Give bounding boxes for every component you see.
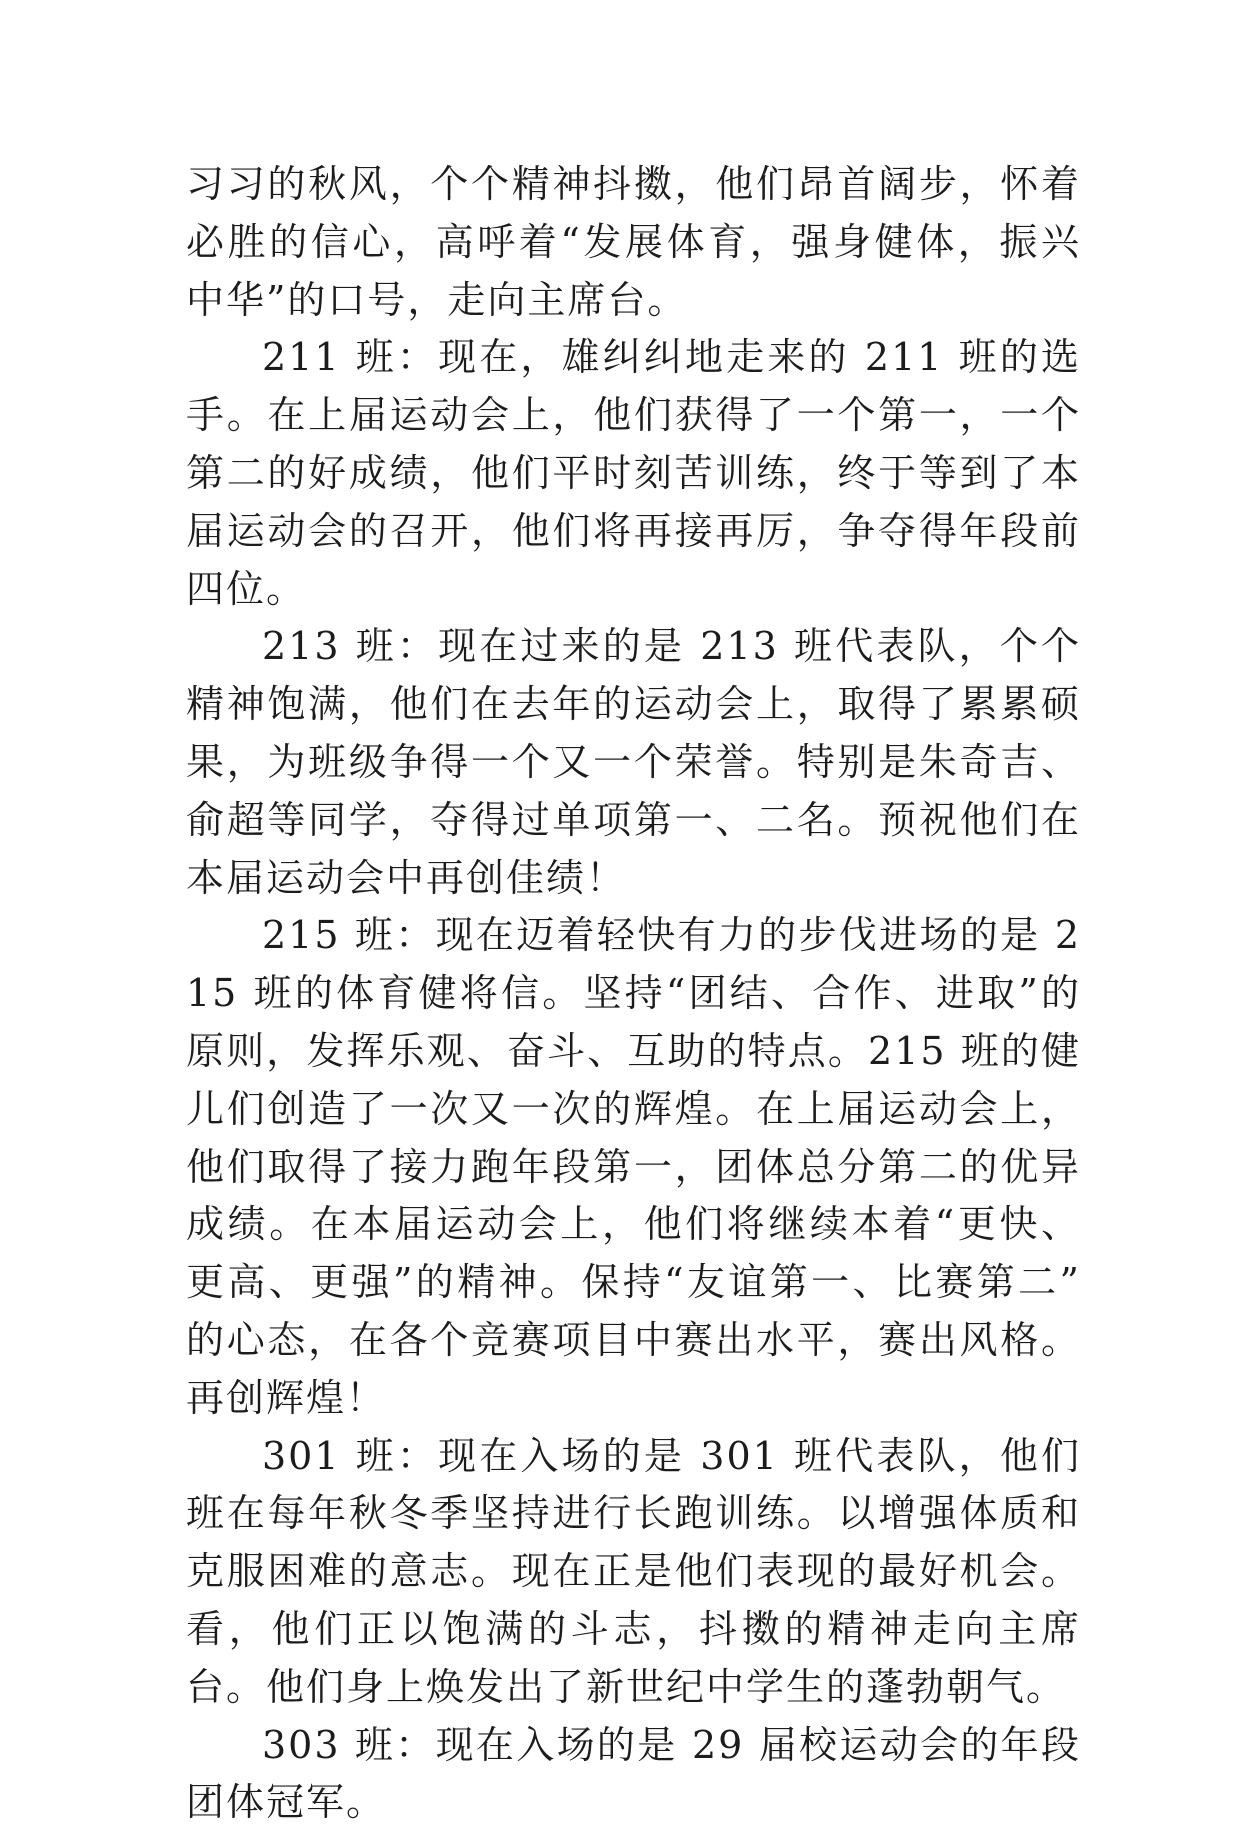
paragraph-opening-continuation: 习习的秋风，个个精神抖擞，他们昂首阔步，怀着必胜的信心，高呼着“发展体育，强身健体，振兴中华”的口号，走向主席台。 (186, 162, 1081, 322)
paragraph-class-215: 215 班：现在迈着轻快有力的步伐进场的是 215 班的体育健将信。坚持“团结、合作、进取”的原则，发挥乐观、奋斗、互助的特点。215 班的健儿们创造了一次又一次的辉煌。在上届运动会上，他们取得了接力跑年段第一，团体总分第二的优异成绩。在本届运动会上，他们将继续本着“更快、更高、更强”的精神。保持“友谊第一、比赛第二”的心态，在各个竞赛项目中赛出水平，赛出风格。再创辉煌！ (186, 913, 1081, 1420)
paragraph-class-213: 213 班：现在过来的是 213 班代表队，个个精神饱满，他们在去年的运动会上，取得了累累硕果，为班级争得一个又一个荣誉。特别是朱奇吉、俞超等同学，夺得过单项第一、二名。预祝他们在本届运动会中再创佳绩！ (186, 624, 1081, 900)
paragraph-class-303: 303 班：现在入场的是 29 届校运动会的年段团体冠军。 (186, 1722, 1081, 1825)
paragraph-class-211: 211 班：现在，雄纠纠地走来的 211 班的选手。在上届运动会上，他们获得了一个第一，一个第二的好成绩，他们平时刻苦训练，终于等到了本届运动会的召开，他们将再接再厉，争夺得年段前四位。 (186, 335, 1081, 611)
paragraph-class-301: 301 班：现在入场的是 301 班代表队，他们班在每年秋冬季坚持进行长跑训练。以增强体质和克服困难的意志。现在正是他们表现的最好机会。看，他们正以饱满的斗志，抖擞的精神走向主席台。他们身上焕发出了新世纪中学生的蓬勃朝气。 (186, 1433, 1081, 1709)
